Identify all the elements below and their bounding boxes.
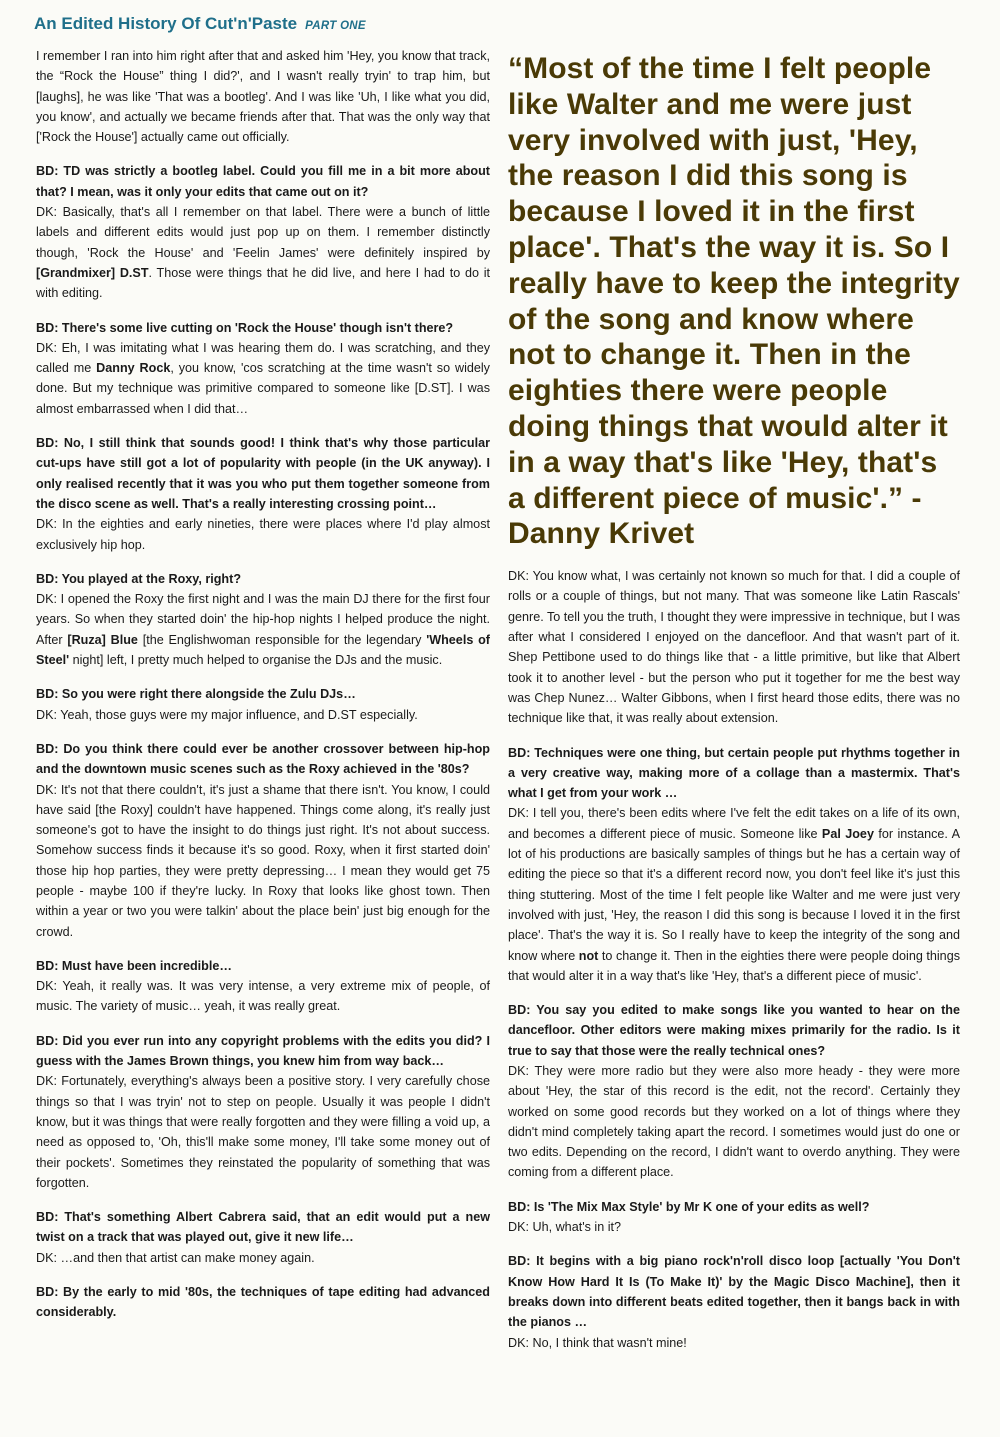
qa-block bbox=[508, 1251, 960, 1352]
answer: DK: …and then that artist can make money again. bbox=[36, 1250, 315, 1265]
answer: DK: Eh, I was imitating what I was hearing them do. I was scratching, and they called me Danny Rock, you know, 'cos scratching at the time wasn't so widely done. But my technique was primitive compared to someone like [D.ST]. I was almost embarrassed when I did that… bbox=[36, 340, 490, 416]
running-header bbox=[34, 14, 366, 34]
answer: DK: You know what, I was certainly not known so much for that. I did a couple of rolls or a couple of things, but not many. That was someone like Latin Rascals' genre. To tell you the truth, I thought they were impressive in technique, but I was after what I considered I enjoyed on the dancefloor. And that wasn't part of it. Shep Pettibone used to do things like that - a little primitive, but like that Albert took it to another level - but the person who put it together for me the best way was Chep Nunez… Walter Gibbons, when I first heard those edits, there was no technique like that, it was really about extension. bbox=[508, 569, 960, 726]
qa-block bbox=[36, 318, 490, 419]
answer: DK: I tell you, there's been edits where I've felt the edit takes on a life of its own, and becomes a different piece of music. Someone like Pal Joey for instance. A lot of his productions are basically samples of things but he has a certain way of editing the piece so that it's a different record now, you don't feel like it's just this thing stuttering. Most of the time I felt people like Walter and me were just very involved with just, 'Hey, the reason I did this song is because I loved it in the first place'. That's the way it is. So I really have to keep the integrity of the song and know where not to change it. Then in the eighties there were people doing things that would alter it in a way that's like 'Hey, that's a different piece of music'. bbox=[508, 806, 961, 983]
question: BD: Must have been incredible… bbox=[36, 958, 232, 973]
qa-block bbox=[36, 46, 490, 147]
header-part: PART ONE bbox=[305, 20, 366, 32]
answer: I remember I ran into him right after that and asked him 'Hey, you know that track, the “Rock the House” thing I did?', and I wasn't really tryin' to trap him, but [laughs], he was like 'That was a bootleg'. And I was like 'Uh, I like what you did, you know', and actually we became friends after that. That was the only way that ['Rock the House'] actually came out officially. bbox=[36, 49, 490, 145]
qa-block bbox=[508, 1000, 960, 1183]
answer: DK: In the eighties and early nineties, there were places where I'd play almost exclusively hip hop. bbox=[36, 517, 490, 552]
qa-block bbox=[508, 1197, 960, 1238]
qa-block bbox=[508, 566, 960, 728]
qa-block bbox=[508, 743, 960, 987]
question: BD: Do you think there could ever be another crossover between hip-hop and the downtown music scenes such as the Roxy achieved in the '80s? bbox=[36, 741, 490, 777]
pull-quote-attribution: Danny Krivet bbox=[508, 517, 695, 551]
question: BD: So you were right there alongside the Zulu DJs… bbox=[36, 687, 356, 702]
qa-block bbox=[36, 1282, 490, 1323]
answer: DK: Basically, that's all I remember on that label. There were a bunch of little labels and different edits would just pop up on them. I remember distinctly though, 'Rock the House' and 'Feelin James' were definitely inspired by [Grandmixer] D.ST. Those were things that he did live, and here I had to do it with editing. bbox=[36, 205, 491, 301]
qa-block bbox=[36, 1031, 490, 1193]
answer: DK: Yeah, it really was. It was very intense, a very extreme mix of people, of music. The variety of music… yeah, it was really great. bbox=[36, 979, 490, 1014]
qa-block bbox=[36, 569, 490, 670]
question: BD: No, I still think that sounds good! I think that's why those particular cut-ups have still got a lot of popularity with people (in the UK anyway). I only realised recently that it was you who put them together someone from the disco scene as well. That's a really interesting crossing point… bbox=[36, 436, 490, 511]
left-column bbox=[36, 46, 490, 1337]
answer: DK: They were more radio but they were also more heady - they were more about 'Hey, the star of this record is the edit, not the record'. Certainly they worked on some good records but they worked on a lot of things where they didn't mind completely taking apart the record. I sometimes would just do one or two edits. Depending on the record, I didn't want to overdo anything. They were coming from a different place. bbox=[508, 1063, 960, 1180]
question: BD: Did you ever run into any copyright problems with the edits you did? I guess with the James Brown things, you knew him from way back… bbox=[36, 1033, 490, 1069]
pull-quote-text: “Most of the time I felt people like Walter and me were just very involved with just, 'Hey, the reason I did this song is because I loved it in the first place'. That's the way it is. So I really have to keep the integrity of the song and know where not to change it. Then in the eighties there were people doing things that would alter it in a way that's like 'Hey, that's a different piece of music'.” - bbox=[508, 52, 960, 515]
question: BD: By the early to mid '80s, the techniques of tape editing had advanced considerably. bbox=[36, 1285, 490, 1320]
answer: DK: It's not that there couldn't, it's just a shame that there isn't. You know, I could have said [the Roxy] couldn't have happened. Things come along, it's really just someone's got to have the insight to do things just right. It's not about success. Somehow success finds it because it's so good. Roxy, when it first started doin' those hip hop parties, they were pretty depressing… I mean they would get 75 people - maybe 100 if they're lucky. In Roxy that looks like ghost town. Then within a year or two you were talkin' about the place bein' just big enough for the crowd. bbox=[36, 782, 490, 939]
answer: DK: Fortunately, everything's always been a positive story. I very carefully chose things so that I was tryin' not to step on people. Usually it was people I didn't know, but it was things that were really forgotten and they were filling a void up, a need as opposed to, 'Oh, this'll make some money, I'll take some money out of their pockets'. Sometimes they reinstated the popularity of something that was forgotten. bbox=[36, 1074, 490, 1190]
question: BD: Techniques were one thing, but certain people put rhythms together in a very creative way, making more of a collage than a mastermix. That's what I get from your work … bbox=[508, 745, 960, 801]
question: BD: That's something Albert Cabrera said, that an edit would put a new twist on a track that was played out, give it new life… bbox=[36, 1210, 490, 1245]
question: BD: It begins with a big piano rock'n'roll disco loop [actually 'You Don't Know How Hard It Is (To Make It)' by the Magic Disco Machine], then it breaks down into different beats edited together, then it bangs back in with the pianos … bbox=[508, 1254, 960, 1330]
answer: DK: I opened the Roxy the first night and I was the main DJ there for the first four years. So when they started doin' the hip-hop nights I helped produce the night. After [Ruza] Blue [the Englishwoman responsible for the legendary 'Wheels of Steel' night] left, I pretty much helped to organise the DJs and the music. bbox=[36, 592, 490, 668]
qa-block bbox=[36, 1207, 490, 1268]
right-column bbox=[508, 46, 960, 1367]
qa-block bbox=[36, 433, 490, 555]
question: BD: Is 'The Mix Max Style' by Mr K one of your edits as well? bbox=[508, 1199, 870, 1214]
question: BD: There's some live cutting on 'Rock the House' though isn't there? bbox=[36, 320, 454, 335]
question: BD: TD was strictly a bootleg label. Could you fill me in a bit more about that? I mean, was it only your edits that came out on it? bbox=[36, 164, 490, 199]
qa-block bbox=[36, 161, 490, 303]
pull-quote bbox=[508, 51, 960, 552]
header-title: An Edited History Of Cut'n'Paste bbox=[34, 14, 298, 33]
question: BD: You say you edited to make songs like you wanted to hear on the dancefloor. Other editors were making mixes primarily for the radio. Is it true to say that those were the really technical ones? bbox=[508, 1003, 960, 1058]
qa-block bbox=[36, 684, 490, 725]
answer: DK: Uh, what's in it? bbox=[508, 1220, 621, 1235]
qa-block bbox=[36, 739, 490, 942]
question: BD: You played at the Roxy, right? bbox=[36, 571, 242, 586]
qa-block bbox=[36, 956, 490, 1017]
answer: DK: Yeah, those guys were my major influence, and D.ST especially. bbox=[36, 707, 418, 722]
answer: DK: No, I think that wasn't mine! bbox=[508, 1335, 687, 1350]
